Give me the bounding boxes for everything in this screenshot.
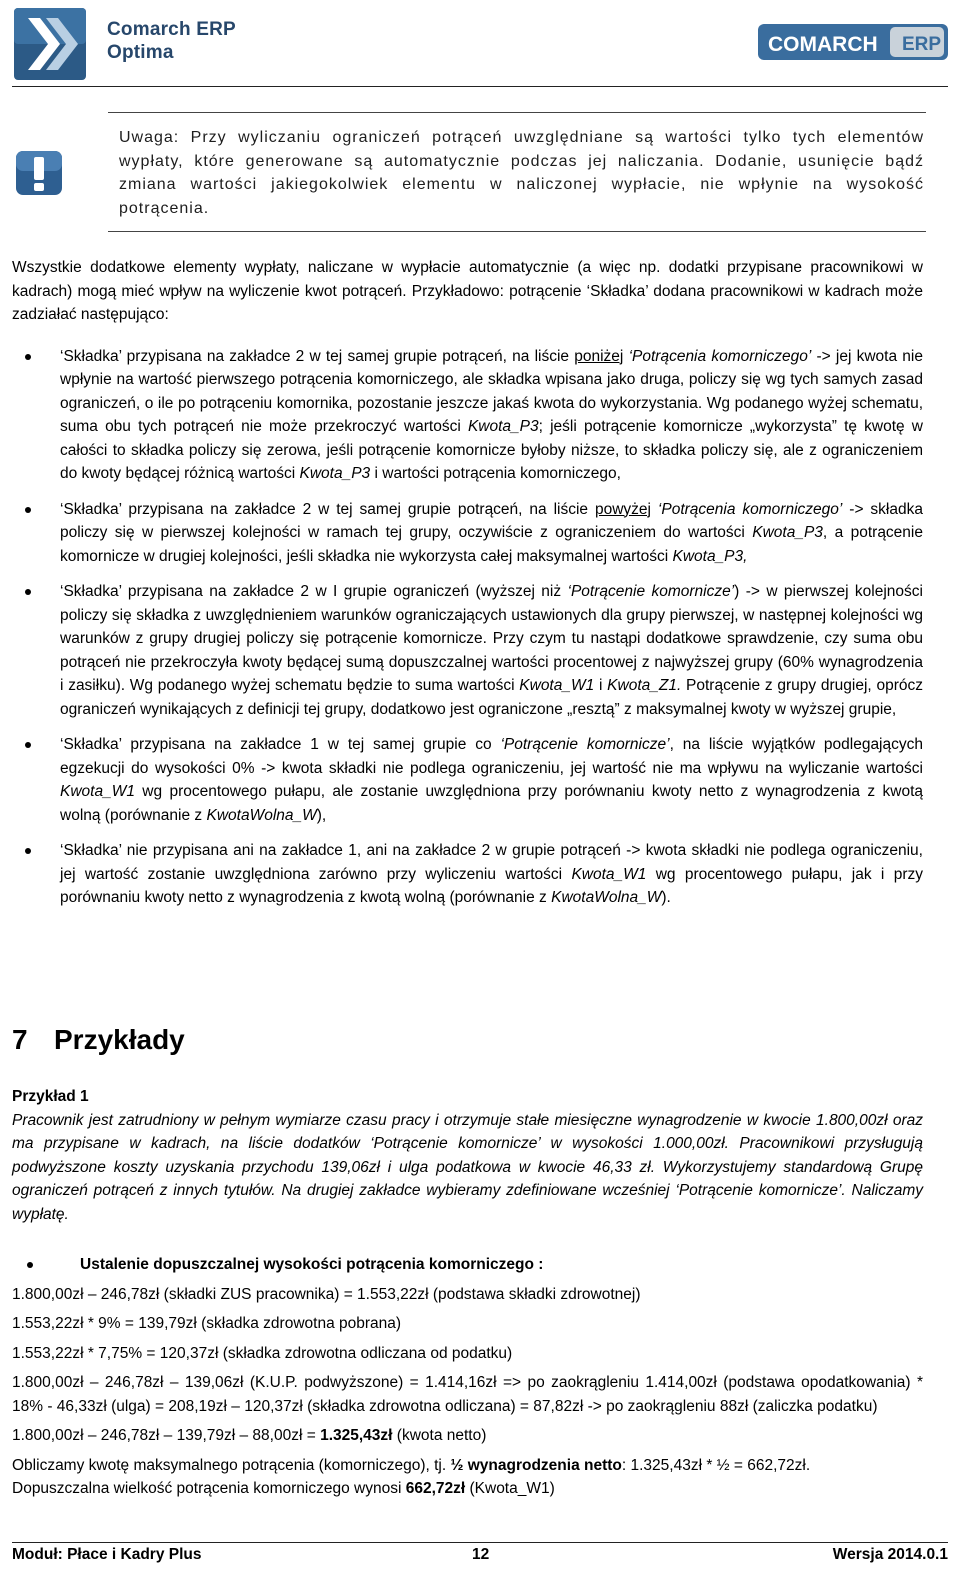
- allowed-prefix: Dopuszczalna wielkość potrącenia komorniczego wynosi: [12, 1480, 406, 1497]
- example-block: [12, 1085, 923, 1507]
- calc-line: 1.800,00zł – 246,78zł – 139,06zł (K.U.P. podwyższone) = 1.414,16zł => po zaokrągleniu 1.414,00zł (podstawa opodatkowania) * 18% - 46,33zł (ulga) = 208,19zł – 120,37zł (składka zdrowotna odliczana) = 87,82zł -> po zaokrągleniu 88zł (zaliczka podatku): [12, 1374, 923, 1415]
- bullet-text: ‘Składka’ przypisana na zakładce 2 w tej samej grupie potrąceń, na liście: [60, 347, 575, 365]
- footer-page-number: 12: [472, 1546, 490, 1563]
- bullet-dot: [25, 354, 31, 360]
- footer-divider: [12, 1542, 948, 1543]
- max-deduction-line: [12, 1454, 923, 1478]
- calc-heading: [12, 1253, 923, 1277]
- netto-prefix: 1.800,00zł – 246,78zł – 139,79zł – 88,00zł =: [12, 1427, 321, 1444]
- bullet-italic: ‘Potrącenia komorniczego’: [628, 347, 812, 365]
- bullet-item: [12, 839, 923, 910]
- comarch-erp-optima-logo: [14, 8, 86, 80]
- bullet-item: [12, 345, 923, 486]
- bullet-text: ‘Składka’ przypisana na zakładce 2 w tej samej grupie potrąceń, na liście: [60, 500, 595, 518]
- bullet-italic: Kwota_P3: [467, 418, 539, 435]
- bullet-text: ‘Składka’ nie przypisana ani na zakładce 1, ani na zakładce 2 w grupie potrąceń -> kwota składki nie podlega ograniczeniu, jej wartość zostanie uwzględniona zarówno przy wyliczeniu wartości: [60, 842, 923, 883]
- note-top-rule: [108, 112, 926, 113]
- intro-paragraph: Wszystkie dodatkowe elementy wypłaty, naliczane w wypłacie automatycznie (a więc np. dodatki przypisane pracownikowi w kadrach) mogą mieć wpływ na wyliczenie kwot potrąceń. Przykładowo: potrącenie ‘Składka’ dodana pracownikowi w kadrach może zadziałać następująco:: [12, 259, 923, 323]
- bullet-text: -> jej kwota nie wpłynie na wartość pierwszego potrącenia komorniczego, ale składka wpisana jako druga, policzy się wg tych samych zasad ograniczeń, o ile po potrąceniu komornika, pozostanie jeszcze jakaś kwota do wykorzystania. Wg podanego wyżej schematu, suma obu tych potrąceń nie może przekroczyć wartości: [60, 347, 923, 435]
- calc-line: 1.553,22zł * 9% = 139,79zł (składka zdrowotna pobrana): [12, 1315, 402, 1332]
- max-prefix: Obliczamy kwotę maksymalnego potrącenia (komorniczego), tj.: [12, 1456, 451, 1474]
- bullet-item: [12, 498, 923, 569]
- bullet-italic: Kwota_Z1.: [607, 677, 682, 694]
- bullet-text: [651, 501, 658, 518]
- bullet-text: wg procentowego pułapu, jak i przy porównaniu kwoty netto z wynagrodzenia z kwotą wolną (porównanie z: [60, 865, 923, 906]
- bullet-italic: ‘Potrącenie komornicze’: [567, 583, 735, 600]
- netto-suffix: (kwota netto): [392, 1427, 487, 1444]
- bullet-italic: ‘Potrącenie komornicze’: [500, 736, 670, 753]
- bullet-text: , a potrącenie komornicze w drugiej kolejności, jeśli składka nie wykorzysta całej maksymalnej wartości: [60, 524, 923, 565]
- bullet-text: ),: [316, 806, 327, 824]
- header-divider: [12, 86, 948, 87]
- bullet-italic: ‘Potrącenia komorniczego’: [657, 500, 843, 518]
- bullet-underlined: powyżej: [594, 500, 651, 518]
- max-bold: ½ wynagrodzenia netto: [450, 1456, 622, 1474]
- erp-badge-text: ERP: [902, 34, 942, 55]
- brand-line-1: Comarch ERP: [107, 19, 236, 40]
- section-number: 7: [12, 1024, 28, 1055]
- max-suffix: : 1.325,43zł * ½ = 662,72zł.: [621, 1456, 811, 1474]
- bullet-item: [12, 733, 923, 827]
- bullet-italic: KwotaWolna_W: [551, 889, 662, 906]
- bullet-dot: [25, 589, 31, 595]
- exclamation-icon: [14, 148, 64, 198]
- allowed-suffix: (Kwota_W1): [465, 1480, 555, 1497]
- footer-version: Wersja 2014.0.1: [832, 1546, 948, 1563]
- bullet-dot: [27, 1262, 33, 1268]
- calc-heading-text: Ustalenie dopuszczalnej wysokości potrącenia komorniczego :: [80, 1256, 544, 1273]
- bullet-text: ‘Składka’ przypisana na zakładce 2 w I grupie ograniczeń (wyższej niż: [60, 583, 568, 600]
- bullet-dot: [25, 848, 31, 854]
- calc-line: 1.800,00zł – 246,78zł (składki ZUS pracownika) = 1.553,22zł (podstawa składki zdrowotnej): [12, 1285, 641, 1303]
- bullet-italic: Kwota_P3: [752, 524, 823, 541]
- page-header: [0, 0, 960, 90]
- bullet-italic: Kwota_W1: [60, 783, 135, 800]
- footer-module: Moduł: Płace i Kadry Plus: [12, 1546, 202, 1563]
- bullet-text: wg procentowego pułapu, ale zostanie uwzględniona przy porównaniu kwoty netto z wynagrodzenia z kwotą wolną (porównanie z: [60, 783, 923, 824]
- section-heading: [12, 1022, 185, 1058]
- comarch-logo-text: COMARCH: [768, 33, 878, 56]
- example-description: Pracownik jest zatrudniony w pełnym wymiarze czasu pracy i otrzymuje stałe miesięczne wynagrodzenie w kwocie 1.800,00zł oraz ma przypisane w kadrach, na liście dodatków ‘Potrącenie komornicze’ w wysokości 1.000,00zł. Pracownikowi przysługują podwyższone koszty uzyskania przychodu 139,06zł i ulga podatkowa w kwocie 46,33 zł. Wykorzystujemy standardową Grupę ograniczeń potrąceń z innych tytułów. Na drugiej zakładce wybieramy zdefiniowane wcześniej ‘Potrącenie komornicze’. Naliczamy wypłatę.: [12, 1111, 923, 1223]
- bullet-italic: KwotaWolna_W: [206, 806, 317, 824]
- bullet-list: [12, 345, 923, 910]
- note-bottom-rule: [108, 231, 926, 232]
- bullet-italic: Kwota_W1: [519, 677, 595, 694]
- bullet-dot: [25, 507, 31, 513]
- netto-line: [12, 1424, 923, 1448]
- calc-line: 1.553,22zł * 7,75% = 120,37zł (składka zdrowotna odliczana od podatku): [12, 1344, 513, 1362]
- bullet-underlined: poniżej: [574, 347, 624, 365]
- bullet-text: ‘Składka’ przypisana na zakładce 1 w tej samej grupie co: [60, 736, 501, 753]
- section-title: Przykłady: [54, 1024, 185, 1055]
- bullet-text: i wartości potrącenia komorniczego,: [370, 465, 621, 482]
- brand-name: [107, 18, 236, 64]
- allowed-value: 662,72zł: [405, 1480, 466, 1497]
- bullet-italic: Kwota_P3: [299, 465, 371, 482]
- main-content: [12, 256, 923, 922]
- bullet-dot: [25, 742, 31, 748]
- page-footer: [12, 1546, 948, 1568]
- bullet-text: , na liście wyjątków podlegających egzekucji do wysokości 0% -> kwota składki nie podlega ograniczeniu, jej wartość nie ma wpływu na wyliczanie wartości: [60, 736, 923, 777]
- bullet-italic: Kwota_P3,: [672, 547, 748, 565]
- allowed-deduction-line: [12, 1477, 923, 1501]
- comarch-erp-logo: [758, 22, 948, 62]
- bullet-text: i: [594, 677, 608, 694]
- bullet-italic: Kwota_W1: [571, 865, 647, 883]
- bullet-text: -> składka policzy się w pierwszej kolejności w ramach tej grupy, oczywiście z ograniczeniem do wartości: [60, 500, 923, 541]
- warning-note: [12, 112, 926, 232]
- bullet-text: ) -> w pierwszej kolejności policzy się składka z uwzględnieniem warunków ograniczających ustawionych dla grupy pierwszej, w następnej kolejności wg warunków z grupy drugiej policzy się potrącenie komornicze. Przy czym tu nastąpi dodatkowe sprawdzenie, czy suma obu potrąceń nie przekroczyła kwoty będącej sumą dopuszczalnej wartości procentowej z najwyższej grupy (60% wynagrodzenia i zasiłku). Wg podanego wyżej schematu będzie to suma wartości: [60, 583, 923, 694]
- bullet-item: [12, 580, 923, 721]
- bullet-text: ).: [661, 889, 671, 906]
- brand-line-2: Optima: [107, 42, 174, 63]
- example-title: Przykład 1: [12, 1088, 89, 1105]
- note-text: Uwaga: Przy wyliczaniu ograniczeń potrąceń uwzględniane są wartości tylko tych elementów wypłaty, które generowane są automatycznie podczas jej naliczania. Dodanie, usunięcie bądź zmiana wartości jakiegokolwiek elementu w naliczonej wypłacie, nie wpłynie na wysokość potrącenia.: [119, 129, 924, 217]
- bullet-text: Potrącenie z grupy drugiej, oprócz ograniczeń wynikających z definicji tej grupy, dodatkowo jest ograniczone „resztą” z maksymalnej kwoty w wyższej grupie,: [60, 677, 923, 718]
- bullet-text: ; jeśli potrącenie komornicze „wykorzysta” tę kwotę w całości to składka policzy się zerowa, jeśli potrącenie komornicze byłoby niższe, to składka policzy się, ale z ograniczeniem do kwoty będącej różnicą wartości: [60, 418, 924, 482]
- netto-value: 1.325,43zł: [320, 1427, 393, 1444]
